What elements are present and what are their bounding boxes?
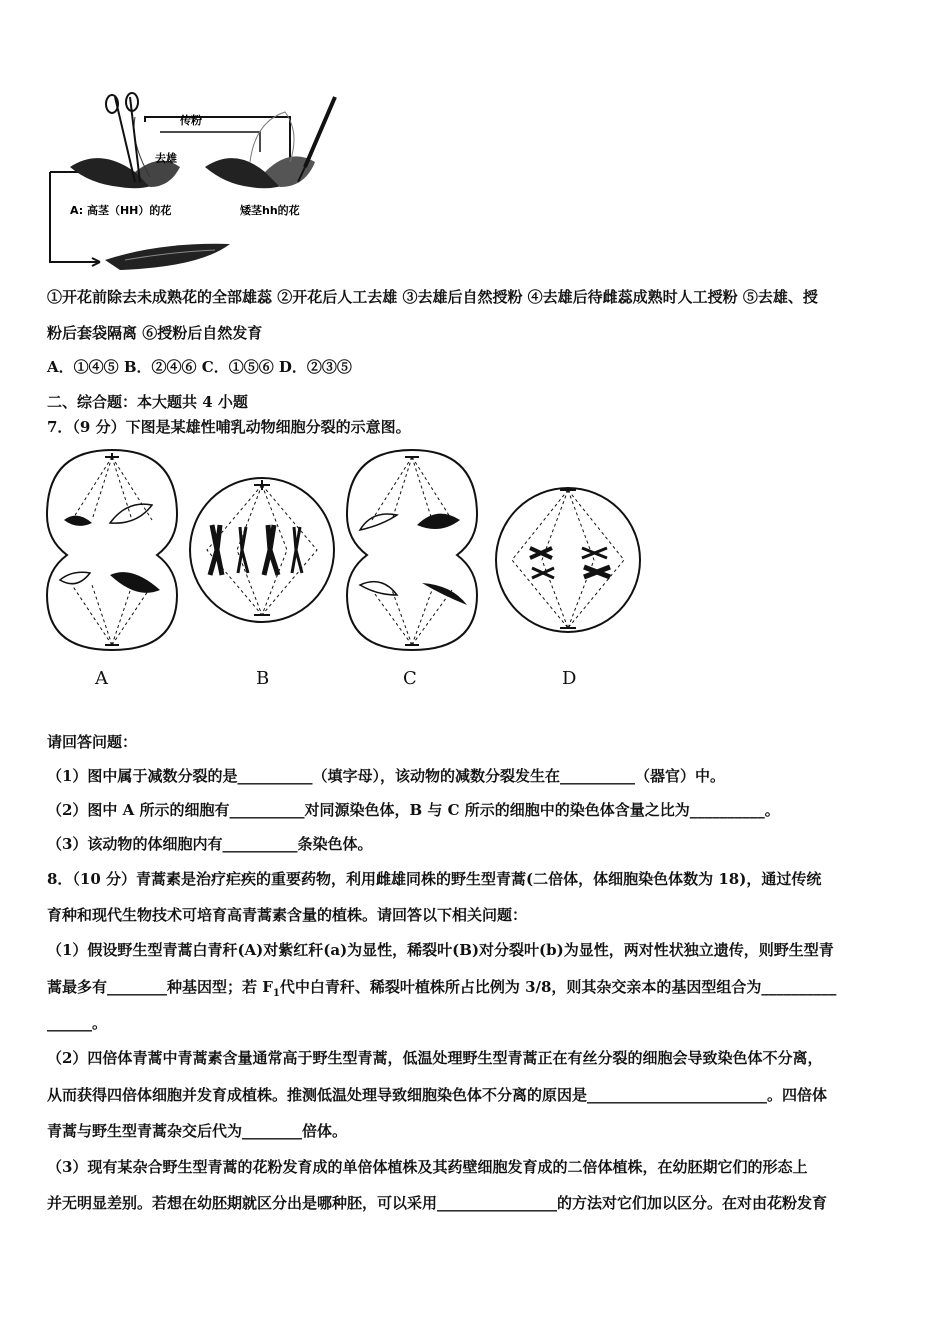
cell-label-d: D bbox=[562, 668, 577, 689]
label-tall-flower: A: 高茎（HH）的花 bbox=[70, 204, 172, 217]
q7-sub3: （3）该动物的体细胞内有__________条染色体。 bbox=[47, 835, 373, 853]
q7-prompt: 请回答问题： bbox=[47, 733, 138, 751]
cell-b bbox=[190, 478, 334, 622]
q7-stem: 7．（9 分）下图是某雄性哺乳动物细胞分裂的示意图。 bbox=[47, 418, 411, 436]
label-emasculate: 去雄 bbox=[155, 152, 177, 165]
q8-sub1-line3: ______。 bbox=[47, 1014, 108, 1032]
q8-sub2-line3: 青蒿与野生型青蒿杂交后代为________倍体。 bbox=[47, 1122, 348, 1140]
cell-division-figure bbox=[42, 445, 652, 695]
q8-sub3-line1: （3）现有某杂合野生型青蒿的花粉发育成的单倍体植株及其药壁细胞发育成的二倍体植株，在幼胚期它们的形态上 bbox=[47, 1158, 808, 1176]
label-short-flower: 矮茎hh的花 bbox=[240, 204, 300, 217]
pollination-figure bbox=[40, 92, 340, 272]
q7-sub2: （2）图中 A 所示的细胞有__________对同源染色体，B 与 C 所示的细胞中的染色体含量之比为__________。 bbox=[47, 801, 780, 819]
q8-sub2-line1: （2）四倍体青蒿中青蒿素含量通常高于野生型青蒿，低温处理野生型青蒿正在有丝分裂的细胞会导致染色体不分离， bbox=[47, 1049, 823, 1067]
q8-sub1-line2: 蒿最多有________种基因型；若 $F_1$代中白青秆、稀裂叶植株所占比例为 3/8，则其杂交亲本的基因型组合为__________ bbox=[47, 978, 837, 999]
q8-sub1-line1: （1）假设野生型青蒿白青秆(A)对紫红秆(a)为显性，稀裂叶(B)对分裂叶(b)为显性，两对性状独立遗传，则野生型青 bbox=[47, 941, 834, 959]
cell-label-a: A bbox=[95, 668, 108, 689]
q6-options-line2: 粉后套袋隔离 ⑥授粉后自然发育 bbox=[47, 324, 263, 342]
cell-a bbox=[47, 450, 177, 650]
cell-d bbox=[496, 488, 640, 632]
q8-stem-line2: 育种和现代生物技术可培育高青蒿素含量的植株。请回答以下相关问题： bbox=[47, 906, 528, 924]
q7-sub1: （1）图中属于减数分裂的是__________（填字母），该动物的减数分裂发生在__________（器官）中。 bbox=[47, 767, 725, 785]
cell-label-c: C bbox=[403, 668, 417, 689]
q8-sub3-line2: 并无明显差别。若想在幼胚期就区分出是哪种胚，可以采用________________的方法对它们加以区分。在对由花粉发育 bbox=[47, 1194, 828, 1212]
label-pollinate: 传粉 bbox=[180, 114, 202, 127]
q6-options-line1: ①开花前除去未成熟花的全部雄蕊 ②开花后人工去雄 ③去雄后自然授粉 ④去雄后待雌蕊成熟时人工授粉 ⑤去雄、授 bbox=[47, 288, 818, 306]
section-title: 二、综合题：本大题共 4 小题 bbox=[47, 393, 248, 411]
cell-c bbox=[347, 450, 477, 650]
q8-sub2-line2: 从而获得四倍体细胞并发育成植株。推测低温处理导致细胞染色体不分离的原因是________________________。四倍体 bbox=[47, 1086, 828, 1104]
q6-choices: A．①④⑤ B．②④⑥ C．①⑤⑥ D．②③⑤ bbox=[47, 358, 352, 376]
cell-label-b: B bbox=[256, 668, 270, 689]
q8-stem-line1: 8．（10 分）青蒿素是治疗疟疾的重要药物，利用雌雄同株的野生型青蒿(二倍体，体细胞染色体数为 18)，通过传统 bbox=[47, 870, 822, 888]
